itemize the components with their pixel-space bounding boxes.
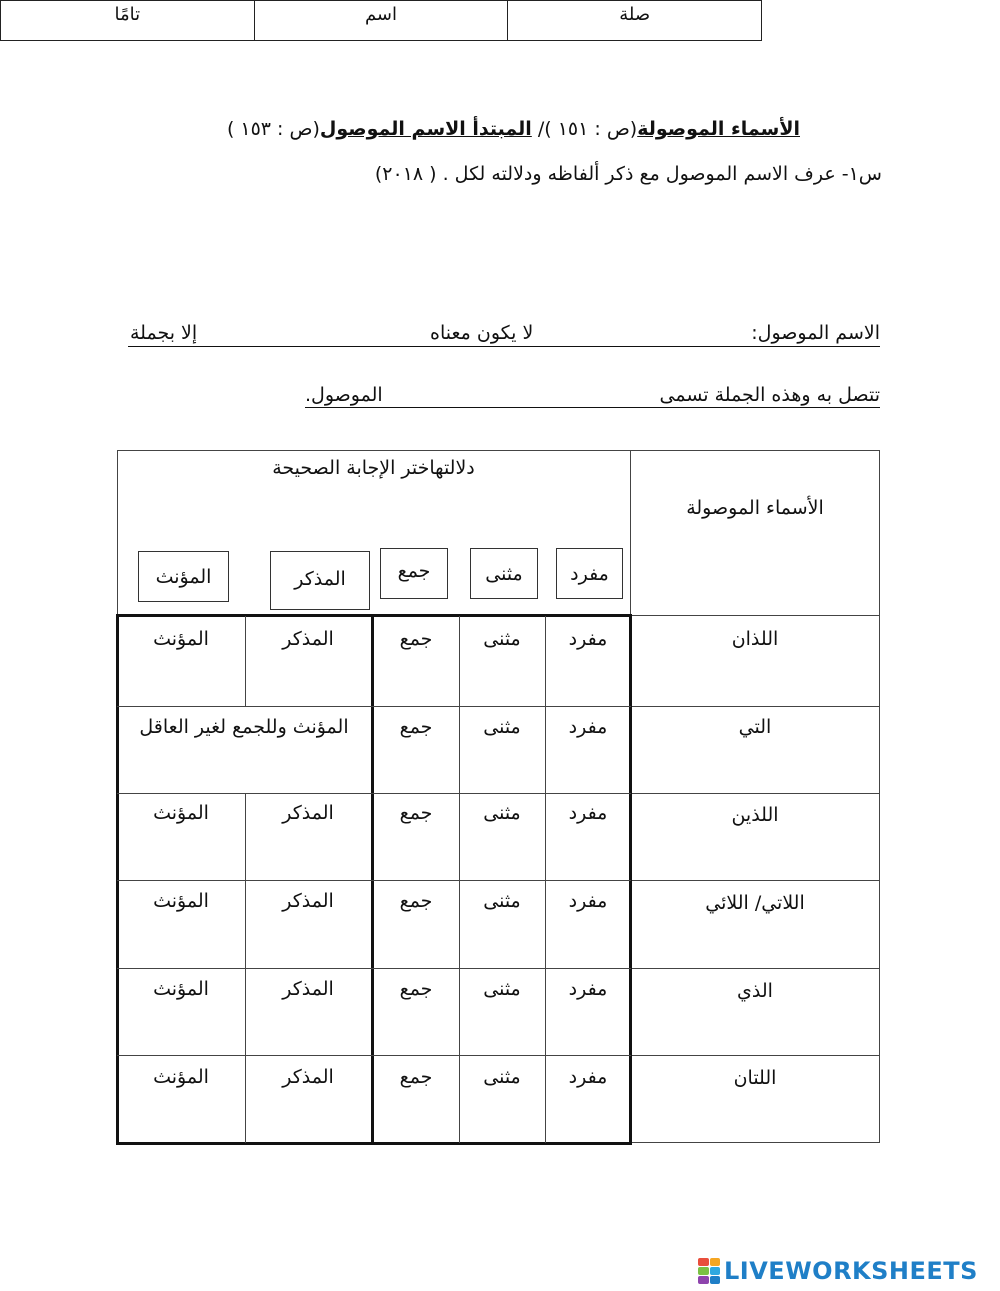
header-option-singular[interactable]: مفرد: [556, 548, 623, 599]
row-name: اللذان: [731, 628, 779, 650]
header-meaning: دلالتهاختر الإجابة الصحيحة: [272, 457, 475, 479]
row-option-feminine[interactable]: المؤنث: [153, 802, 209, 824]
row-option-masculine[interactable]: المذكر: [282, 1066, 334, 1088]
word-bank: [0, 0, 762, 41]
table-divider: [117, 1055, 631, 1056]
definition-end: إلا بجملة: [130, 322, 198, 344]
header-option-feminine[interactable]: المؤنث: [138, 551, 229, 602]
row-option-plural[interactable]: جمع: [399, 1066, 433, 1088]
row-option-dual[interactable]: مثنى: [483, 716, 521, 738]
logo-block: [698, 1276, 709, 1284]
table-divider: [630, 880, 880, 881]
row-option-singular[interactable]: مفرد: [568, 802, 608, 824]
row-option-plural[interactable]: جمع: [399, 716, 433, 738]
row-option-feminine[interactable]: المؤنث: [153, 628, 209, 650]
logo-block: [710, 1267, 721, 1275]
row-name: الذي: [737, 980, 773, 1002]
row-name: اللذين: [731, 804, 779, 826]
row-option-dual[interactable]: مثنى: [483, 802, 521, 824]
liveworksheets-logo-icon: [698, 1258, 720, 1284]
logo-block: [710, 1258, 721, 1266]
row-option-feminine[interactable]: المؤنث: [153, 1066, 209, 1088]
row-option-dual[interactable]: مثنى: [483, 628, 521, 650]
row-option-singular[interactable]: مفرد: [568, 890, 608, 912]
definition-line2-end: الموصول.: [305, 384, 383, 406]
row-name: التي: [738, 716, 772, 738]
row-name: اللاتي/ اللائي: [705, 892, 805, 914]
logo-block: [710, 1276, 721, 1284]
row-option-masculine[interactable]: المذكر: [282, 890, 334, 912]
row-option-feminine[interactable]: المؤنث: [153, 978, 209, 1000]
row-name: اللتان: [733, 1067, 777, 1089]
liveworksheets-logo[interactable]: [698, 1256, 978, 1286]
row-option-singular[interactable]: مفرد: [568, 716, 608, 738]
row-option-feminine[interactable]: المؤنث: [153, 890, 209, 912]
row-option-dual[interactable]: مثنى: [483, 1066, 521, 1088]
row-option-masculine[interactable]: المذكر: [282, 802, 334, 824]
logo-block: [698, 1258, 709, 1266]
row-option-singular[interactable]: مفرد: [568, 1066, 608, 1088]
table-divider: [630, 1055, 880, 1056]
table-divider: [117, 968, 631, 969]
row-option-plural[interactable]: جمع: [399, 628, 433, 650]
brand-name: LIVEWORKSHEETS: [724, 1257, 978, 1285]
title-relative-nouns: الأسماء الموصولة: [637, 118, 800, 140]
row-option-dual[interactable]: مثنى: [483, 890, 521, 912]
table-divider: [117, 793, 631, 794]
title-page-ref-1: (ص : ١٥١ )/: [537, 118, 638, 140]
table-divider: [630, 793, 880, 794]
answer-blank-1[interactable]: [128, 346, 880, 347]
question-1: س١- عرف الاسم الموصول مع ذكر ألفاظه ودلالته لكل . ( ٢٠١٨): [374, 163, 882, 185]
table-divider: [630, 968, 880, 969]
header-option-masculine[interactable]: المذكر: [270, 551, 370, 610]
row-option-masculine[interactable]: المذكر: [282, 978, 334, 1000]
table-divider: [545, 616, 546, 1143]
word-bank-item[interactable]: تامًا: [1, 1, 255, 41]
row-option-singular[interactable]: مفرد: [568, 978, 608, 1000]
row-option-plural[interactable]: جمع: [399, 802, 433, 824]
row-option-dual[interactable]: مثنى: [483, 978, 521, 1000]
definition-line2-start: تتصل به وهذه الجملة تسمى: [659, 384, 880, 406]
page-title: [118, 112, 800, 146]
word-bank-item[interactable]: اسم: [254, 1, 508, 41]
row-option-plural[interactable]: جمع: [399, 978, 433, 1000]
word-bank-item[interactable]: صلة: [508, 1, 762, 41]
table-divider: [245, 793, 246, 1143]
header-option-plural[interactable]: جمع: [380, 548, 448, 599]
table-divider: [117, 880, 631, 881]
table-divider: [630, 706, 880, 707]
row-option-feminine-nonrational[interactable]: المؤنث وللجمع لغير العاقل: [139, 716, 349, 738]
row-option-masculine[interactable]: المذكر: [282, 628, 334, 650]
header-option-dual[interactable]: مثنى: [470, 548, 538, 599]
header-relative-nouns: الأسماء الموصولة: [686, 497, 824, 519]
title-subject: المبتدأ الاسم الموصول: [319, 118, 532, 140]
row-option-singular[interactable]: مفرد: [568, 628, 608, 650]
definition-label: الاسم الموصول:: [751, 322, 880, 344]
row-option-plural[interactable]: جمع: [399, 890, 433, 912]
title-page-ref-2: (ص : ١٥٣ ): [226, 118, 320, 140]
table-divider: [117, 706, 631, 707]
logo-block: [698, 1267, 709, 1275]
table-divider: [459, 616, 460, 1143]
line2-underline: [305, 407, 880, 408]
definition-mid: لا يكون معناه: [430, 322, 534, 344]
